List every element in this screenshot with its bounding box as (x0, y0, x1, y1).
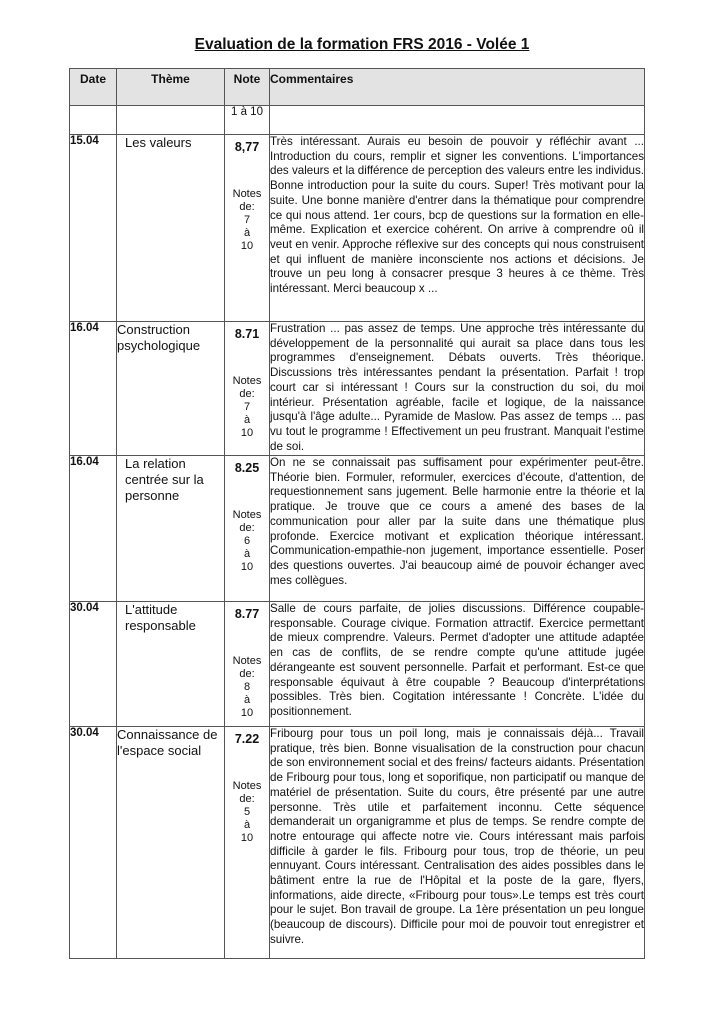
row-theme: Les valeurs (117, 135, 225, 322)
notes-a: à (243, 227, 251, 239)
document-title: Evaluation de la formation FRS 2016 - Volée 1 (194, 36, 530, 53)
row-date: 15.04 (70, 135, 117, 322)
row-comment: Salle de cours parfaite, de jolies discussions. Différence coupable-responsable. Courage civique. Formation attractif. Exercice permettant de mieux comprendre. Valeurs. Permet d'adopter une attitude adaptée en cas de conflits, de se rendre compte qu'une attitude jugée dérangeante est souvent personnelle. Parfait et performant. Est-ce que responsable équivaut à être coupable ? Beaucoup d'interprétations possibles. Très bien. Cogitation intéressante ! Concrète. L'idée du positionnement. (270, 602, 645, 727)
header-comments: Commentaires (270, 69, 645, 106)
note-max: 10 (240, 427, 254, 439)
scale-theme-cell (117, 106, 225, 135)
note-scale: 1 à 10 (225, 106, 270, 135)
note-max: 10 (240, 707, 254, 719)
notes-of: de: (239, 201, 255, 213)
notes-a: à (243, 548, 251, 560)
notes-label: Notes (232, 188, 262, 200)
row-date: 30.04 (70, 602, 117, 727)
row-note-value: 7.22 (234, 732, 260, 746)
scale-row (70, 106, 645, 135)
notes-label: Notes (232, 655, 262, 667)
table-header-row (70, 69, 645, 106)
row-note-cell (225, 602, 270, 727)
table-row (70, 456, 645, 602)
row-note-cell (225, 322, 270, 456)
notes-of: de: (239, 793, 255, 805)
row-note-value: 8,77 (234, 140, 260, 154)
row-note-cell (225, 456, 270, 602)
row-note-range (230, 509, 264, 574)
note-min: 7 (243, 401, 251, 413)
row-note-value: 8.71 (234, 327, 260, 341)
note-min: 7 (243, 214, 251, 226)
notes-label: Notes (232, 780, 262, 792)
scale-comment-cell (270, 106, 645, 135)
row-note-range (230, 188, 264, 253)
evaluation-table (69, 68, 645, 959)
scale-date-cell (70, 106, 117, 135)
table-row (70, 135, 645, 322)
row-comment: Fribourg pour tous un poil long, mais je connaissais déjà... Travail pratique, très bien. Bonne visualisation de la construction pour chacun de son environnement social et des freins/ facteurs aidants. Présentation de Fribourg pour tous, long et soporifique, non participatif ou manque de matériel de présentation. Suite du cours, être présenté par une autre personne. Très utile et parfaitement inconnu. Cette séquence demanderait un organigramme et plus de temps. Se rendre compte de notre entourage qui affecte notre vie. Cours intéressant mais parfois difficile à garder le fils. Fribourg pour tous, trop de théorie, un peu ennuyant. Cours intéressant. Centralisation des aides possibles dans le bâtiment entre la rue de l'Hôpital et la poste de la gare, flyers, informations, aide directe, «Fribourg pour tous».Le temps est très court pour le sujet. Bon travail de groupe. La 1ère présentation un peu longue (beaucoup de discours). Difficile pour moi de pouvoir tout enregistrer et suivre. (270, 727, 645, 959)
note-max: 10 (240, 561, 254, 573)
note-min: 6 (243, 535, 251, 547)
row-note-range (230, 655, 264, 720)
header-date: Date (70, 69, 117, 106)
header-theme: Thème (117, 69, 225, 106)
notes-a: à (243, 694, 251, 706)
row-theme: La relation centrée sur la personne (117, 456, 225, 602)
row-date: 16.04 (70, 456, 117, 602)
note-min: 8 (243, 681, 251, 693)
row-date: 16.04 (70, 322, 117, 456)
row-theme: Connaissance de l'espace social (117, 727, 225, 959)
row-date: 30.04 (70, 727, 117, 959)
notes-of: de: (239, 668, 255, 680)
note-max: 10 (240, 240, 254, 252)
row-note-cell (225, 135, 270, 322)
table-row (70, 602, 645, 727)
notes-a: à (243, 819, 251, 831)
table-row (70, 322, 645, 456)
table-row (70, 727, 645, 959)
note-max: 10 (240, 832, 254, 844)
row-note-value: 8.77 (234, 607, 260, 621)
header-note: Note (225, 69, 270, 106)
notes-label: Notes (232, 509, 262, 521)
row-theme: L'attitude responsable (117, 602, 225, 727)
row-note-range (230, 780, 264, 845)
row-note-cell (225, 727, 270, 959)
notes-of: de: (239, 522, 255, 534)
row-comment: On ne se connaissait pas suffisament pour expérimenter peut-être. Théorie bien. Formuler, reformuler, exercices d'écoute, d'attention, de requestionnement sans jugement. Belle harmonie entre la théorie et la pratique. Je trouve que ce cours a amené des bases de la communication pour aller par la suite dans une thématique plus profonde. Exercice motivant et explication théorique intéressant. Communication-empathie-non jugement, importance essentielle. Poser des questions ouvertes. J'ai beaucoup aimé de pouvoir échanger avec mes collègues. (270, 456, 645, 602)
note-min: 5 (243, 806, 251, 818)
notes-label: Notes (232, 375, 262, 387)
row-comment: Très intéressant. Aurais eu besoin de pouvoir y réfléchir avant ... Introduction du cours, remplir et signer les conventions. L'importances des valeurs et la différence de perception des valeurs entre les individus. Bonne introduction pour la suite du cours. Super! Très motivant pour la suite. Une bonne manière d'entrer dans la thématique pour comprendre ce qui nous attend. 1er cours, bcp de questions sur la formation en elle-même. Explication et exercice cohérent. On arrive à comprendre oû il veut en venir. Approche réflexive sur des concepts qui nous construisent et qui influent de manière inconsciente nos actions et décisions. Je trouve un peu long à consacrer presque 3 heures à ce thème. Très intéressant. Merci beaucoup x ... (270, 135, 645, 322)
row-theme: Construction psychologique (117, 322, 225, 456)
row-note-value: 8.25 (234, 461, 260, 475)
notes-of: de: (239, 388, 255, 400)
row-comment: Frustration ... pas assez de temps. Une approche très intéressante du développement de la personnalité qui aurait sa place dans tous les programmes d'enseignement. Débats ouverts. Très théorique. Discussions très intéressantes pendant la présentation. Parfait ! trop court car si intéressant ! Cours sur la construction du soi, du moi intérieur. Présentation agréable, facile et logique, de la naissance jusqu'à l'âge adulte... Pyramide de Maslow. Pas assez de temps ... pas vu tout le programme ! Effectivement un peu frustrant. Manquait l'estime de soi. (270, 322, 645, 456)
row-note-range (230, 375, 264, 440)
notes-a: à (243, 414, 251, 426)
